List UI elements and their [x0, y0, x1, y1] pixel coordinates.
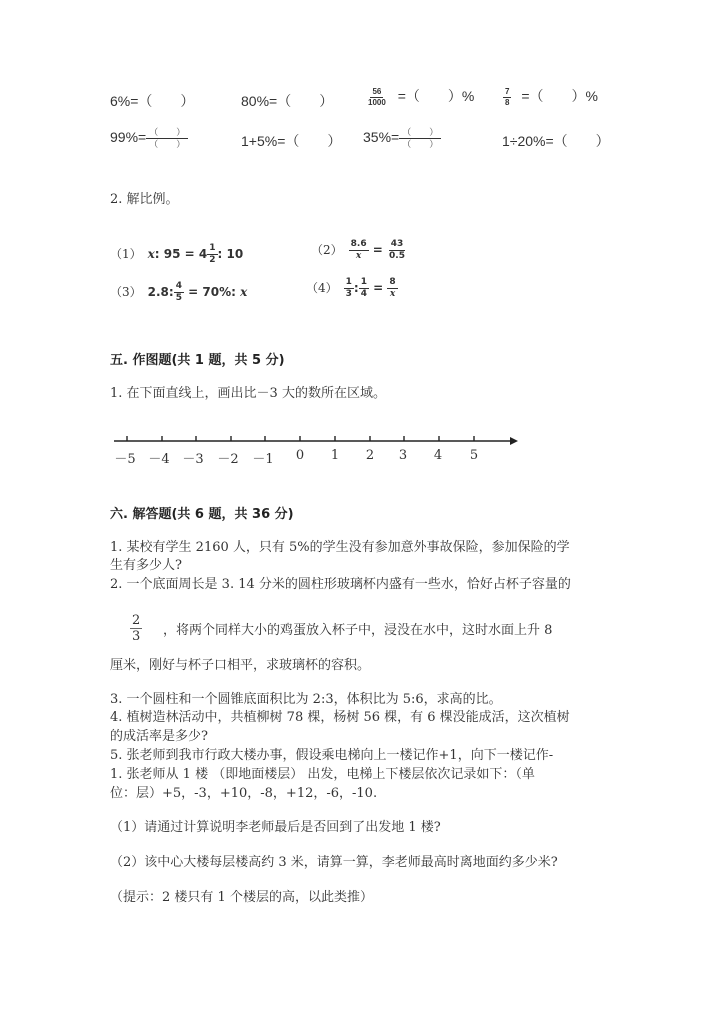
variable-x: x — [240, 285, 248, 299]
question-5-hint: （提示：2 楼只有 1 个楼层的高，以此类推） — [110, 890, 373, 905]
proportion-item-1 — [110, 244, 243, 265]
fraction — [387, 240, 407, 261]
fraction — [344, 278, 354, 299]
tick-label: －2 — [217, 452, 239, 467]
percent-item-5 — [110, 128, 188, 149]
fraction-denominator: 1000 — [368, 97, 386, 107]
fraction-numerator: 8.6 — [350, 239, 367, 249]
blank-numerator: （ ） — [399, 128, 441, 139]
fraction — [387, 278, 397, 299]
expression-prefix: 35%= — [363, 129, 400, 146]
question-4-line-2: 的成活率是多少? — [110, 729, 208, 744]
fraction-denominator: 4 — [360, 289, 367, 299]
number-line-axis — [112, 432, 520, 446]
fraction-numerator: 1 — [360, 277, 367, 287]
mixed-fraction — [207, 244, 217, 265]
fraction-numerator: 7 — [505, 86, 510, 96]
tick-label: 2 — [365, 448, 375, 463]
question-5-line-1: 5. 张老师到我市行政大楼办事，假设乘电梯向上一楼记作+1，向下一楼记作- — [110, 748, 554, 763]
item-label: （2） — [311, 243, 343, 257]
blank-numerator: （ ） — [146, 128, 188, 139]
blank-denominator: （ ） — [149, 139, 186, 149]
question-2-fraction — [130, 614, 142, 643]
tick-label: 5 — [469, 448, 479, 463]
expression-part: 2.8: — [147, 285, 174, 299]
fraction-numerator: 56 — [372, 86, 382, 96]
fraction-numerator: 8 — [389, 277, 396, 287]
fraction — [366, 88, 388, 107]
equals-sign: = — [373, 281, 384, 295]
colon: : — [353, 281, 359, 295]
fraction-numerator: 43 — [390, 239, 404, 249]
percent-item-1: 6%=（ ） — [110, 93, 195, 109]
question-1-line-2: 生有多少人? — [110, 558, 182, 573]
expression-part: : 10 — [217, 247, 244, 261]
fraction-numerator: 1 — [209, 243, 216, 253]
fraction — [174, 282, 184, 303]
proportion-item-3 — [110, 282, 247, 303]
percent-item-3 — [366, 86, 474, 107]
fraction-numerator: 4 — [175, 281, 182, 291]
variable-x: x — [147, 247, 155, 261]
tick-label: 1 — [330, 448, 340, 463]
expression-part: : 95 = 4 — [154, 247, 208, 261]
fraction-denominator: 5 — [175, 293, 182, 303]
equals-sign: = — [372, 243, 383, 257]
question-2-line-2: ，将两个同样大小的鸡蛋放入杯子中，浸没在水中，这时水面上升 8 — [163, 623, 553, 638]
blank-fraction[interactable] — [399, 128, 441, 149]
question-5-sub-1: （1）请通过计算说明李老师最后是否回到了出发地 1 楼? — [110, 820, 441, 835]
blank-denominator: （ ） — [402, 139, 439, 149]
question-4-line-1: 4. 植树造林活动中，共植柳树 78 棵，杨树 56 棵，有 6 棵没能成活，这次植树 — [110, 710, 570, 725]
fraction-numerator: 2 — [132, 613, 141, 628]
fraction — [503, 88, 511, 107]
fraction-denominator: 2 — [209, 255, 216, 265]
tick-label: 3 — [398, 448, 408, 463]
fraction-denominator: 3 — [132, 629, 141, 644]
fraction-denominator: 3 — [345, 289, 352, 299]
blank-fraction[interactable] — [146, 128, 188, 149]
percent-item-6: 1+5%=（ ） — [241, 133, 342, 149]
fraction-denominator: x — [355, 251, 362, 261]
proportion-title: 2. 解比例。 — [110, 192, 179, 207]
section-6-heading: 六. 解答题(共 6 题，共 36 分) — [110, 507, 294, 522]
question-2-line-1: 2. 一个底面周长是 3. 14 分米的圆柱形玻璃杯内盛有一些水，恰好占杯子容量的 — [110, 577, 571, 592]
fraction — [130, 614, 142, 643]
fraction-denominator: x — [389, 289, 396, 299]
question-2-line-3: 厘米，刚好与杯子口相平，求玻璃杯的容积。 — [110, 658, 371, 673]
fraction-numerator: 1 — [345, 277, 352, 287]
percent-item-8: 1÷20%=（ ） — [502, 133, 610, 149]
section-5-question-1: 1. 在下面直线上，画出比－3 大的数所在区域。 — [110, 386, 386, 401]
fraction — [349, 240, 369, 261]
question-5-line-3: 位：层）+5，-3，+10，-8，+12，-6，-10. — [110, 786, 378, 801]
expression-suffix: =（ ）% — [397, 88, 475, 104]
tick-label: 4 — [433, 448, 443, 463]
question-3: 3. 一个圆柱和一个圆锥底面积比为 2:3，体积比为 5:6，求高的比。 — [110, 692, 502, 707]
question-5-sub-2: （2）该中心大楼每层楼高约 3 米，请算一算，李老师最高时离地面约多少米? — [110, 855, 558, 870]
tick-label: －5 — [114, 452, 136, 467]
item-label: （3） — [110, 285, 142, 299]
item-label: （4） — [306, 281, 338, 295]
section-5-heading: 五. 作图题(共 1 题，共 5 分) — [110, 353, 285, 368]
expression-part: = 70%: — [188, 285, 241, 299]
tick-label: 0 — [295, 448, 305, 463]
question-5-line-2: 1. 张老师从 1 楼 （即地面楼层） 出发，电梯上下楼层依次记录如下：（单 — [110, 767, 535, 782]
question-1-line-1: 1. 某校有学生 2160 人，只有 5%的学生没有参加意外事故保险，参加保险的学 — [110, 540, 570, 555]
tick-label: －4 — [148, 452, 170, 467]
percent-item-7 — [363, 128, 441, 149]
item-label: （1） — [110, 247, 142, 261]
tick-label: －1 — [252, 452, 274, 467]
fraction-denominator: 0.5 — [389, 251, 405, 261]
expression-suffix: =（ ）% — [521, 88, 598, 104]
fraction — [359, 278, 369, 299]
proportion-item-2 — [311, 240, 407, 261]
tick-label: －3 — [182, 452, 204, 467]
proportion-item-4 — [306, 278, 398, 299]
expression-prefix: 99%= — [110, 129, 147, 146]
percent-item-2: 80%=（ ） — [241, 93, 334, 109]
number-line[interactable] — [112, 432, 520, 472]
percent-item-4 — [503, 86, 598, 107]
fraction-denominator: 8 — [505, 97, 510, 107]
